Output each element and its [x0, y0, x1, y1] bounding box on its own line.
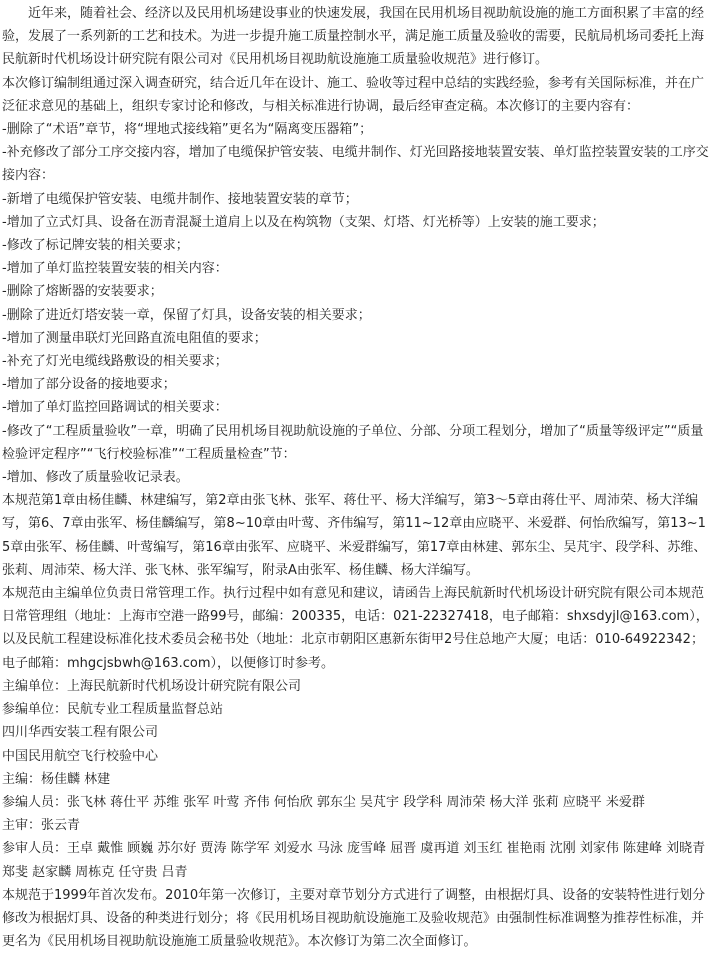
change-item: -修改了“工程质量验收”一章，明确了民用机场目视助航设施的子单位、分部、分项工程划分，增加了“质量等级评定”“质量检验评定程序”“飞行校验标准”“工程质量检查”节：: [2, 423, 704, 462]
authors-paragraph: 本规范第1章由杨佳麟、林建编写，第2章由张飞林、张军、蒋仕平、杨大洋编写，第3～5章由蒋仕平、周沛荣、杨大洋编写，第6、7章由张军、杨佳麟编写，第8~10章由叶莺、齐伟编写，第11~12章由应晓平、米爱群、何怡欣编写，第13~15章由张军、杨佳麟、叶莺编写，第16章由张军、应晓平、米爱群编写，第17章由林建、郭东尘、吴芃宇、段学科、苏维、张莉、周沛荣、杨大洋、张飞林、张军编写，附录A由张军、杨佳麟、杨大洋编写。: [2, 493, 707, 578]
change-item: -删除了进近灯塔安装一章，保留了灯具，设备安装的相关要求；: [2, 307, 371, 323]
revision-process-paragraph: 本次修订编制组通过深入调查研究，结合近几年在设计、施工、验收等过程中总结的实践经验，参考有关国际标准，并在广泛征求意见的基础上，组织专家讨论和修改，与相关标准进行协调，最后经审查定稿。本次修订的主要内容有：: [2, 75, 705, 114]
participating-unit: 参编单位：民航专业工程质量监督总站: [2, 702, 224, 718]
participating-unit: 中国民用航空飞行校验中心: [2, 748, 159, 764]
change-item: -增加了部分设备的接地要求；: [2, 377, 176, 393]
intro-paragraph: 近年来，随着社会、经济以及民用机场建设事业的快速发展，我国在民用机场目视助航设施的施工方面积累了丰富的经验，发展了一系列新的工艺和技术。为进一步提升施工质量控制水平，满足施工质量及验收的需要，民航局机场司委托上海民航新时代机场设计研究院有限公司对《民用机场目视助航设施施工质量验收规范》进行修订。: [2, 6, 705, 68]
participating-unit: 四川华西安装工程有限公司: [2, 725, 159, 741]
change-item: -增加、修改了质量验收记录表。: [2, 470, 189, 486]
change-item: -新增了电缆保护管安装、电缆井制作、接地装置安装的章节；: [2, 191, 358, 207]
change-item: -增加了单灯监控回路调试的相关要求：: [2, 400, 228, 416]
chief-unit: 主编单位：上海民航新时代机场设计研究院有限公司: [2, 678, 302, 694]
contact-paragraph: 本规范由主编单位负责日常管理工作。执行过程中如有意见和建议，请函告上海民航新时代机场设计研究院有限公司本规范日常管理组（地址：上海市空港一路99号，邮编：200335，电话：021-22327418，电子邮箱：shxsdyjl@163.com），以及民航工程建设标准化技术委员会秘书处（地址：北京市朝阳区惠新东街甲2号住总地产大厦；电话：010-64922342；电子邮箱：mhgcjsbwh@163.com），以便修订时参考。: [2, 586, 709, 671]
change-item: -增加了测量串联灯光回路直流电阻值的要求；: [2, 330, 267, 346]
history-paragraph: 本规范于1999年首次发布。2010年第一次修订，主要对章节划分方式进行了调整，由根据灯具、设备的安装特性进行划分修改为根据灯具、设备的种类进行划分；将《民用机场目视助航设施施工及验收规范》由强制性标准调整为推荐性标准，并更名为《民用机场目视助航设施施工质量验收规范》。本次修订为第二次全面修订。: [2, 887, 706, 950]
chief-editors: 主编：杨佳麟 林建: [2, 771, 111, 787]
change-item: -删除了“术语”章节，将“埋地式接线箱”更名为“隔离变压器箱”；: [2, 122, 373, 138]
change-item: -增加了立式灯具、设备在沥青混凝土道肩上以及在构筑物（支架、灯塔、灯光桥等）上安装的施工要求；: [2, 214, 605, 230]
reviewers: 参审人员：王卓 戴惟 顾巍 苏尔好 贾涛 陈学军 刘爱水 马泳 庞雪峰 屈晋 虞再道 刘玉红 崔艳雨 沈刚 刘家伟 陈建峰 刘晓青 郑斐 赵家麟 周栋克 任守贵 吕青: [2, 841, 706, 880]
change-item: -修改了标记牌安装的相关要求；: [2, 238, 189, 254]
change-item: -补充了灯光电缆线路敷设的相关要求；: [2, 354, 228, 370]
participating-editors: 参编人员：张飞林 蒋仕平 苏维 张军 叶莺 齐伟 何怡欣 郭东尘 吴芃宇 段学科 周沛荣 杨大洋 张莉 应晓平 米爱群: [2, 794, 645, 810]
change-item: -删除了熔断器的安装要求；: [2, 284, 163, 300]
change-item: -增加了单灯监控装置安装的相关内容：: [2, 261, 228, 277]
chief-reviewer: 主审：张云青: [2, 818, 81, 834]
change-item: -补充修改了部分工序交接内容，增加了电缆保护管安装、电缆井制作、灯光回路接地装置安装、单灯监控装置安装的工序交接内容：: [2, 145, 709, 184]
